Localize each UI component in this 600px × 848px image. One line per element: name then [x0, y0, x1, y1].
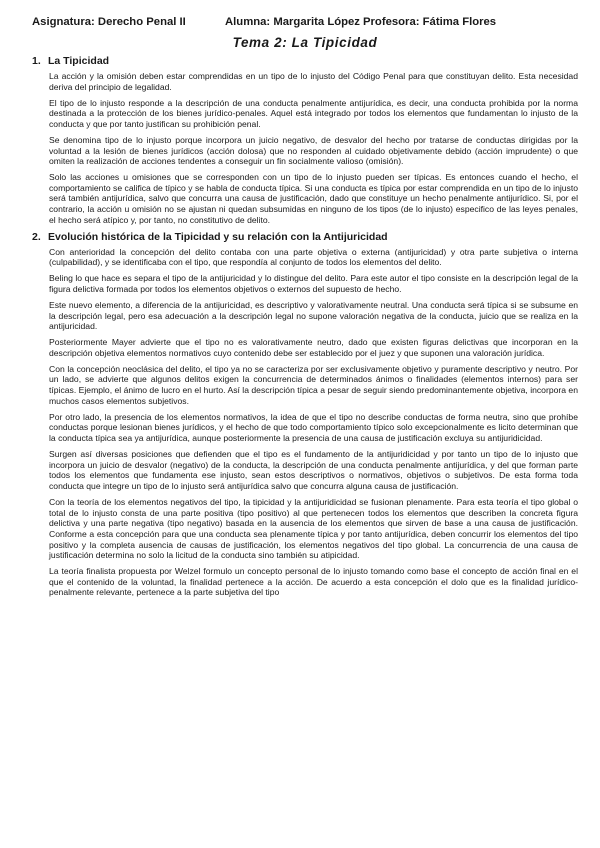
paragraph: Con la teoría de los elementos negativos del tipo, la tipicidad y la antijuridicidad se fusionan plenamente. Para esta teoría el tipo global o total de lo injusto consta de una parte positiva (tipo positivo) al que pertenecen todos los elementos que describen la concreta figura delictiva y una parte negativa (tipo negativo) basada en la ausencia de los elementos que sirven de base a una causa de justificación. Conforme a esta concepción para que una conducta sea plenamente típica y por tanto antijurídica, deben concurrir los elementos del tipo positivo y la completa ausencia de causas de justificación, los elementos negativos del tipo global. La concurrencia de una causa de justificación determina no solo la licitud de la conducta sino también su atipicidad.: [49, 496, 578, 561]
teacher-label: Profesora: Fátima Flores: [363, 16, 497, 28]
subject-label: Asignatura: Derecho Penal II: [32, 16, 186, 28]
paragraph: Este nuevo elemento, a diferencia de la antijuricidad, es descriptivo y valorativamente neutral. Una conducta será típica si se subsume en la descripción legal, pero esa adecuación a la descripción legal no supone valoración negativa de la conducta, juicio que se realiza en la antijuricidad.: [49, 299, 578, 332]
paragraph: Por otro lado, la presencia de los elementos normativos, la idea de que el tipo no describe conductas de forma neutra, sino que prohíbe conductas porque lesionan bienes jurídicos, y el hecho de que todo comportamiento típico solo excepcionalmente es licito determinan que la conducta típica sea ya antijurídica, aunque posteriormente la presencia de una causa de justificación excluya su antijuridicidad.: [49, 411, 578, 444]
paragraph: El tipo de lo injusto responde a la descripción de una conducta penalmente antijurídica, es decir, una conducta prohibida por la norma destinada a la protección de los bienes jurídico-penales. Aquel está integrado por todos los elementos que fundamentan lo injusto de la conducta y que por tanto justifican su prohibición penal.: [49, 97, 578, 129]
document-header: [32, 14, 578, 30]
student-label: Alumna: Margarita López: [225, 16, 360, 28]
paragraph: Posteriormente Mayer advierte que el tipo no es valorativamente neutro, dado que existen figuras delictivas que incorporan en la descripción objetiva elementos normativos cuyo contenido debe ser establecido por el juez y que suponen una valoración jurídica.: [49, 337, 578, 358]
section-number: 1.: [32, 55, 41, 67]
paragraph: Se denomina tipo de lo injusto porque incorpora un juicio negativo, de desvalor del hecho por tratarse de conductas dirigidas por la voluntad a la lesión de bienes jurídicos (acción dolosa) que no responden al cuidado objetivamente debido (acción imprudente) o que omiten la realización de acciones tendentes a conseguir un fin socialmente valioso (omisión).: [49, 134, 578, 167]
paragraph: La acción y la omisión deben estar comprendidas en un tipo de lo injusto del Código Penal para que constituyan delito. Esta necesidad deriva del principio de legalidad.: [49, 71, 578, 92]
section-heading: [32, 55, 578, 68]
section-title: Evolución histórica de la Tipicidad y su relación con la Antijuricidad: [48, 230, 388, 243]
paragraph: Con anterioridad la concepción del delito contaba con una parte objetiva o externa (antijuricidad) y otra parte subjetiva o interna (culpabilidad), y se identificaba con el tipo, que respondía al conjunto de todos los elementos del delito.: [49, 246, 578, 268]
section-number: 2.: [32, 230, 41, 243]
section-title: La Tipicidad: [48, 55, 110, 67]
section-evolucion-historica: [32, 231, 578, 598]
section-heading: [32, 231, 578, 244]
section-la-tipicidad: [32, 55, 578, 225]
paragraph: La teoría finalista propuesta por Welzel formulo un concepto personal de lo injusto tomando como base el concepto de acción final en el que el contenido de la voluntad, la finalidad pertenece a la acción. De acuerdo a esta concepción el dolo que es la finalidad jurídico-penalmente relevante, pertenece a la parte subjetiva del tipo: [49, 566, 578, 598]
paragraph: Beling lo que hace es separa el tipo de la antijuricidad y lo distingue del delito. Para este autor el tipo consiste en la descripción legal de la figura delictiva formada por todos los elementos objetivos o externos del supuesto de hecho.: [49, 273, 578, 294]
paragraph: Con la concepción neoclásica del delito, el tipo ya no se caracteriza por ser exclusivamente objetivo y puramente descriptivo y neutro. Por un lado, se advierte que algunos delitos exigen la concurrencia de determinados ánimos o finalidades (elementos internos) para ser típicas. Ejemplo, el ánimo de lucro en el hurto. Así la descripción típica a pesar de seguir siendo predominantemente objetiva, incorpora en muchos casos elementos subjetivos.: [49, 363, 578, 406]
document-title: Tema 2: La Tipicidad: [232, 35, 378, 50]
paragraph: Surgen así diversas posiciones que defienden que el tipo es el fundamento de la antijuridicidad y por tanto un tipo de lo injusto que incorpora un juicio de desvalor (negativo) de la conducta, la descripción de una conducta penalmente antijurídica, y del que forman parte todos los elementos que fundamenta ese injusto, sean estos descriptivos o normativos, objetivos o subjetivos. De esta forma toda conducta que integre un tipo de lo injusto será antijurídica salvo que concurra alguna causa de justificación.: [49, 449, 578, 491]
paragraph: Solo las acciones u omisiones que se corresponden con un tipo de lo injusto pueden ser típicas. Es entonces cuando el hecho, el comportamiento se califica de típico y se habla de conducta típica. Si una conducta es típica por estar comprendida en un tipo de lo injusto será también antijurídica, salvo que concurra una causa de justificación, dado que constituye un hecho penalmente antijurídico. Si, por el contrario, la acción u omisión no se ajustan ni quedan subsumidas en ninguno de los tipos (de lo injusto) especifico de las leyes penales, el hecho será atípico y, por tanto, no constitutivo de delito.: [49, 172, 578, 225]
